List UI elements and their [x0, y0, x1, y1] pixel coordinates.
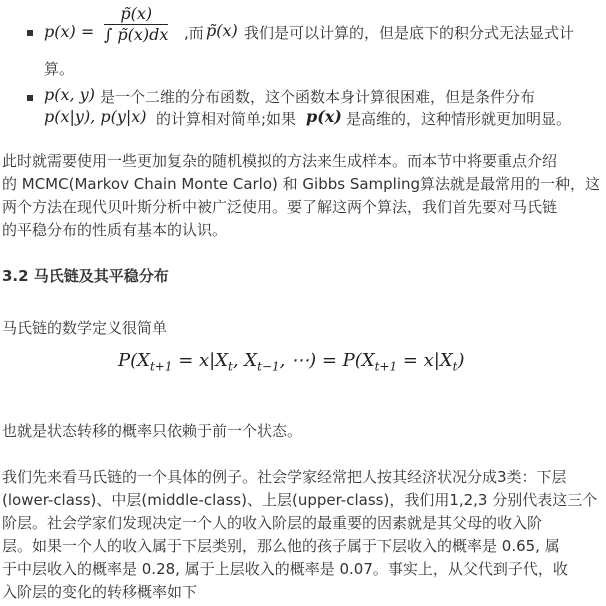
paragraph-line: (lower-class)、中层(middle-class)、上层(upper-class)，我们用1,2,3 分别代表这三个: [2, 491, 598, 509]
bullet-marker: [27, 95, 33, 101]
bullet-1-text-a: ,而: [184, 24, 204, 42]
paragraph-line: 的平稳分布的性质有基本的认识。: [2, 221, 228, 239]
paragraph-line: 此时就需要使用一些更加复杂的随机模拟的方法来生成样本。而本节中将要重点介绍: [2, 152, 558, 170]
markov-equation: [118, 350, 465, 374]
paragraph-transition-note: 也就是状态转移的概率只依赖于前一个状态。: [2, 422, 303, 440]
math-px-lead: p(x) =: [44, 22, 95, 41]
math-conditionals: p(x|y), p(y|x): [44, 107, 147, 126]
paragraph-line: 我们先来看马氏链的一个具体的例子。社会学家经常把人按其经济状况分成3类：下层: [2, 468, 567, 486]
paragraph-line: 入阶层的变化的转移概率如下: [2, 583, 198, 601]
fraction-denominator: ∫ p̃(x)dx: [104, 25, 169, 44]
fraction-numerator: p̃(x): [120, 4, 153, 23]
bullet-2-text-2a: 的计算相对简单;如果: [156, 110, 297, 128]
bullet-1-text-b: 我们是可以计算的，但是底下的积分式无法显式计: [244, 24, 575, 42]
equation-lhs: $P(X_{t+1} = x|X_t$, $X_{t-1}$, ⋯) = $P(X_{t+1} = x|X_t)$: [118, 350, 465, 374]
bullet-marker: [27, 30, 33, 36]
paragraph-line: 层。如果一个人的收入属于下层类别，那么他的孩子属于下层收入的概率是 0.65, 属: [2, 537, 560, 555]
math-ptilde-inline: p̃(x): [206, 21, 238, 40]
paragraph-line: 于中层收入的概率是 0.28, 属于上层收入的概率是 0.07。事实上，从父代到子代，收: [2, 560, 568, 578]
paragraph-definition-intro: 马氏链的数学定义很简单: [2, 319, 168, 337]
bullet-2-text-1: 是一个二维的分布函数，这个函数本身计算很困难，但是条件分布: [100, 88, 536, 106]
section-heading: 3.2 马氏链及其平稳分布: [2, 267, 169, 285]
bullet-1-text-2: 算。: [44, 60, 75, 78]
math-px-bold: p(x): [306, 107, 342, 126]
paragraph-line: 两个方法在现代贝叶斯分析中被广泛使用。要了解这两个算法，我们首先要对马氏链: [2, 198, 558, 216]
math-pxy: p(x, y): [44, 85, 95, 104]
paragraph-line: 的 MCMC(Markov Chain Monte Carlo) 和 Gibbs Sampling算法就是最常用的一种，这: [2, 175, 601, 193]
paragraph-line: 阶层。社会学家们发现决定一个人的收入阶层的最重要的因素就是其父母的收入阶: [2, 514, 543, 532]
bullet-2-text-2b: 是高维的，这种情形就更加明显。: [346, 110, 572, 128]
fraction-normalization: [104, 5, 168, 44]
